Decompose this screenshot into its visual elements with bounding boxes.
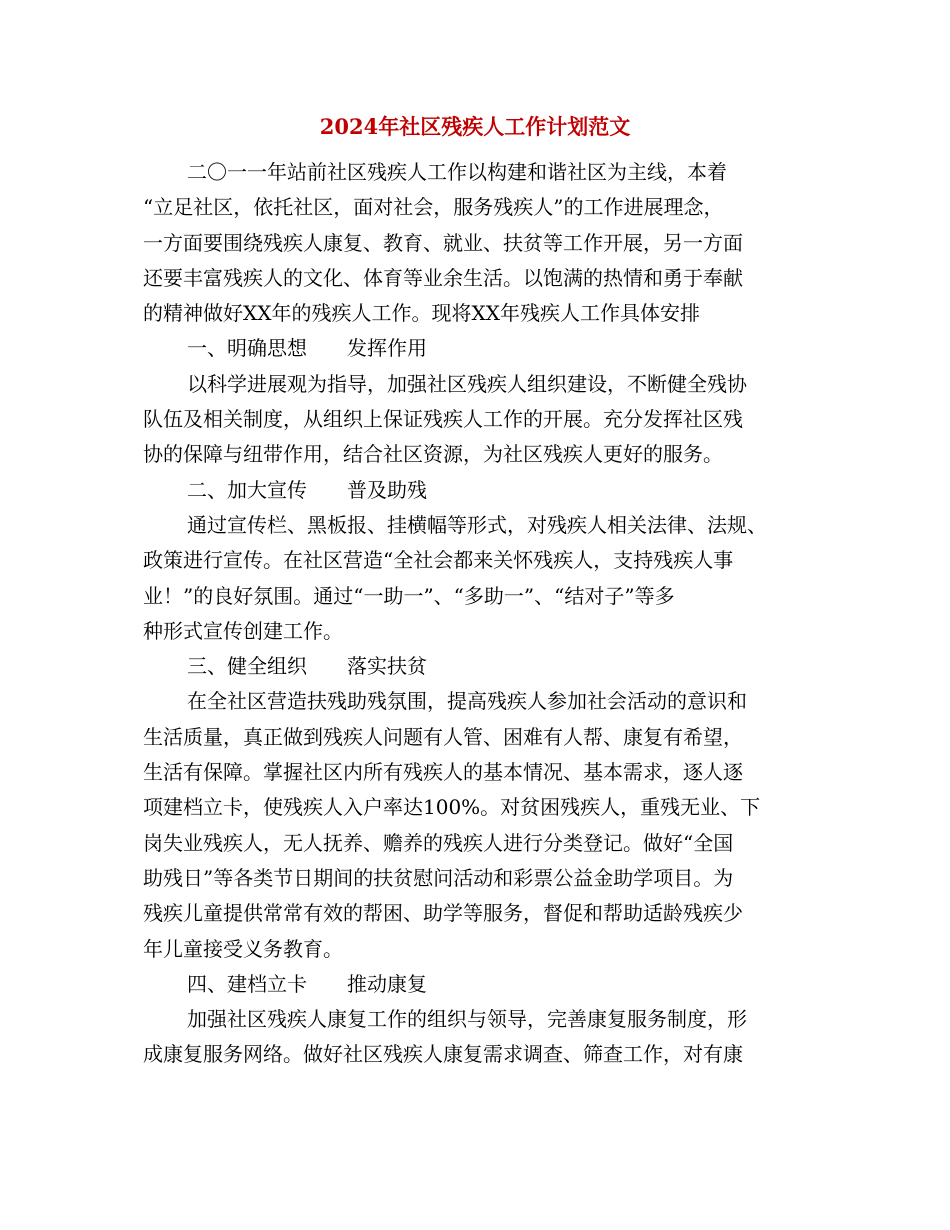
body-line: 加强社区残疾人康复工作的组织与领导，完善康复服务制度，形 <box>187 1007 747 1032</box>
body-line: 年儿童接受义务教育。 <box>143 936 343 961</box>
body-line: 协的保障与纽带作用，结合社区资源，为社区残疾人更好的服务。 <box>143 442 723 467</box>
body-line: 生活质量，真正做到残疾人问题有人管、困难有人帮、康复有希望， <box>143 724 743 749</box>
body-line: 二〇一一年站前社区残疾人工作以构建和谐社区为主线，本着 <box>187 160 727 184</box>
body-line: 以科学进展观为指导，加强社区残疾人组织建设，不断健全残协 <box>187 371 747 396</box>
body-line: 成康复服务网络。做好社区残疾人康复需求调查、筛查工作，对有康 <box>143 1042 743 1067</box>
body-line: 种形式宣传创建工作。 <box>143 618 343 643</box>
document-body <box>143 155 808 1073</box>
body-line: 四、建档立卡 推动康复 <box>187 971 427 996</box>
body-line: 业！”的良好氛围。通过“一助一”、“多助一”、“结对子”等多 <box>143 583 675 608</box>
body-line: 项建档立卡，使残疾人入户率达100%。对贫困残疾人，重残无业、下 <box>143 795 761 820</box>
body-line: 在全社区营造扶残助残氛围，提高残疾人参加社会活动的意识和 <box>187 689 747 714</box>
body-line: 残疾儿童提供常常有效的帮困、助学等服务，督促和帮助适龄残疾少 <box>143 901 743 926</box>
body-line: 队伍及相关制度，从组织上保证残疾人工作的开展。充分发挥社区残 <box>143 407 743 432</box>
body-line: 的精神做好XX年的残疾人工作。现将XX年残疾人工作具体安排 <box>143 301 700 326</box>
body-line: 助残日”等各类节日期间的扶贫慰问活动和彩票公益金助学项目。为 <box>143 865 734 890</box>
body-line: 一方面要围绕残疾人康复、教育、就业、扶贫等工作开展，另一方面 <box>143 230 743 255</box>
body-line: 岗失业残疾人，无人抚养、赡养的残疾人进行分类登记。做好“全国 <box>143 830 734 855</box>
body-line: “立足社区，依托社区，面对社会，服务残疾人”的工作进展理念， <box>143 195 724 220</box>
body-line: 三、健全组织 落实扶贫 <box>187 654 427 679</box>
body-line: 二、加大宣传 普及助残 <box>187 477 427 502</box>
body-line: 政策进行宣传。在社区营造“全社会都来关怀残疾人，支持残疾人事 <box>143 548 734 573</box>
body-line: 生活有保障。掌握社区内所有残疾人的基本情况、基本需求，逐人逐 <box>143 760 743 785</box>
document-title: 2024年社区残疾人工作计划范文 <box>319 114 631 139</box>
body-line: 还要丰富残疾人的文化、体育等业余生活。以饱满的热情和勇于奉献 <box>143 265 743 290</box>
body-line: 一、明确思想 发挥作用 <box>187 336 427 361</box>
body-line: 通过宣传栏、黑板报、挂横幅等形式，对残疾人相关法律、法规、 <box>187 512 767 537</box>
